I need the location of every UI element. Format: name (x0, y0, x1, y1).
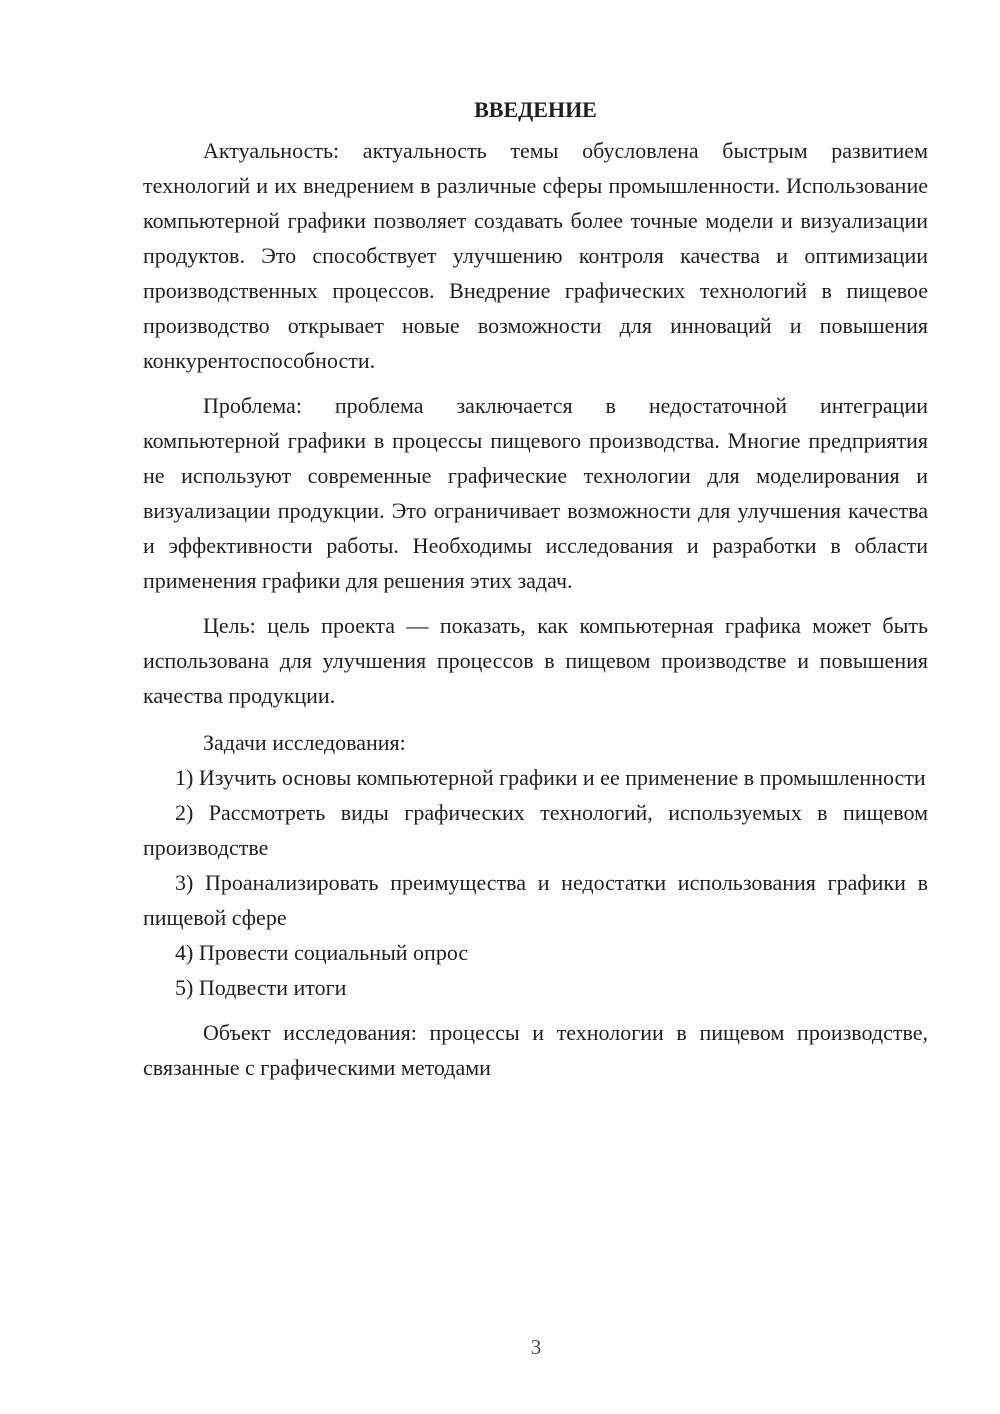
task-item-3: 3) Проанализировать преимущества и недостатки использования графики в пищевой сфере (143, 870, 928, 930)
task-item-5: 5) Подвести итоги (175, 975, 347, 1000)
paragraph-object: Объект исследования: процессы и технологии в пищевом производстве, связанные с графическими методами (143, 1020, 928, 1080)
page-number: 3 (530, 1335, 542, 1359)
paragraph-problem: Проблема: проблема заключается в недостаточной интеграции компьютерной графики в процессы пищевого производства. Многие предприятия не используют современные графические технологии для моделирования и визуализации продукции. Это ограничивает возможности для улучшения качества и эффективности работы. Необходимы исследования и разработки в области применения графики для решения этих задач. (143, 393, 928, 593)
document-body (143, 92, 928, 1085)
paragraph-goal: Цель: цель проекта — показать, как компьютерная графика может быть использована для улучшения процессов в пищевом производстве и повышения качества продукции. (143, 613, 928, 708)
task-item-2: 2) Рассмотреть виды графических технологий, используемых в пищевом производстве (143, 800, 928, 860)
section-title: ВВЕДЕНИЕ (474, 97, 597, 122)
tasks-heading: Задачи исследования: (203, 730, 406, 755)
paragraph-relevance: Актуальность: актуальность темы обусловлена быстрым развитием технологий и их внедрением в различные сферы промышленности. Использование компьютерной графики позволяет создавать более точные модели и визуализации продуктов. Это способствует улучшению контроля качества и оптимизации производственных процессов. Внедрение графических технологий в пищевое производство открывает новые возможности для инноваций и повышения конкурентоспособности. (143, 138, 928, 373)
task-item-4: 4) Провести социальный опрос (175, 940, 469, 965)
task-item-1: 1) Изучить основы компьютерной графики и ее применение в промышленности (175, 765, 926, 790)
